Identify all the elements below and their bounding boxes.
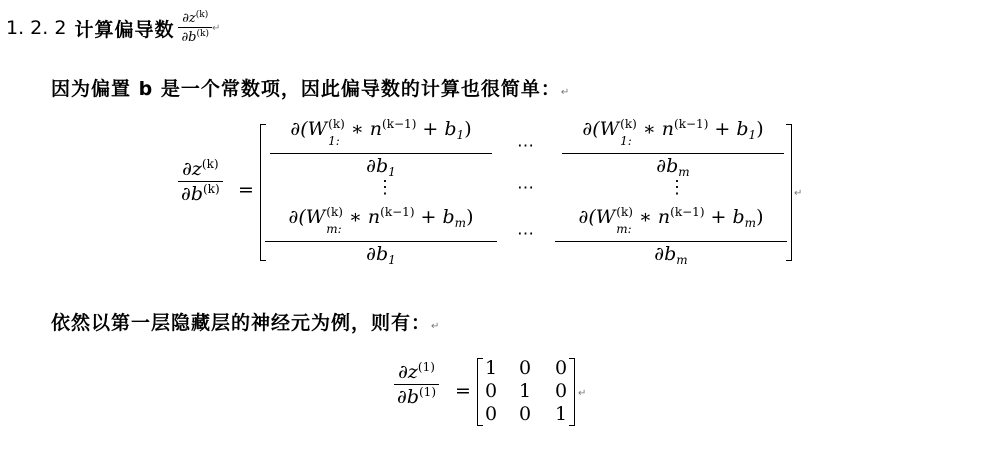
eq1-cell-r3c1: ∂(W (k) m: ∗ $n^{(k-1)} + b_m$) $\partial b_1$ xyxy=(265,208,497,264)
eq2-equals: = xyxy=(455,380,471,402)
eq1-vdots-c1: ⋮ xyxy=(376,177,394,198)
matrix-cell-r2c2: 1 xyxy=(519,380,532,402)
matrix-cell-r3c2: 0 xyxy=(519,403,532,425)
matrix-cell-r1c3: 0 xyxy=(555,357,568,379)
eq1-cell-r1c3: ∂(W (k) 1: ∗ $n^{(k-1)} + b_1$) $\partial b_m$ xyxy=(562,120,784,176)
matrix-cell-r1c1: 1 xyxy=(485,357,498,379)
eq1-cell-r1c1: ∂(W (k) 1: ∗ $n^{(k-1)} + b_1$) $\partial b_1$ xyxy=(270,120,492,176)
heading-fraction: $\frac{\partial z^{(k)}}{\partial b^{(k)}}$ xyxy=(178,12,212,44)
eq2-lhs-fraction: $\partial z^{(1)}$ $\partial b^{(1)}$ xyxy=(394,363,439,407)
eq1-cell-r3c3: ∂(W (k) m: ∗ $n^{(k-1)} + b_m$) $\partial b_m$ xyxy=(555,208,787,264)
eq1-hdots-r2: ⋯ xyxy=(517,178,534,198)
matrix-cell-r2c3: 0 xyxy=(555,380,568,402)
matrix-cell-r1c2: 0 xyxy=(519,357,532,379)
section-heading xyxy=(6,8,220,48)
return-mark: ↵ xyxy=(578,388,587,399)
eq1-hdots-r1: ⋯ xyxy=(517,136,534,156)
paragraph-first-hidden-layer: 依然以第一层隐藏层的神经元为例，则有：↵ xyxy=(51,312,441,334)
section-number: 1. 2. 2 xyxy=(6,17,67,39)
eq1-equals: = xyxy=(238,179,254,201)
return-mark: ↵ xyxy=(431,321,441,332)
return-mark: ↵ xyxy=(211,22,221,34)
eq1-lhs-fraction: $\partial z^{(k)}$ $\partial b^{(k)}$ xyxy=(178,160,223,204)
eq1-vdots-c3: ⋮ xyxy=(668,177,686,198)
eq1-hdots-r3: ⋯ xyxy=(517,224,534,244)
return-mark: ↵ xyxy=(560,87,571,98)
return-mark: ↵ xyxy=(794,188,803,199)
eq2-right-bracket xyxy=(569,358,575,426)
eq1-right-bracket xyxy=(786,124,792,261)
eq1-left-bracket xyxy=(260,124,266,261)
paragraph-bias-intro: 因为偏置 b 是一个常数项，因此偏导数的计算也很简单：↵ xyxy=(51,78,571,100)
matrix-cell-r2c1: 0 xyxy=(485,380,498,402)
matrix-cell-r3c1: 0 xyxy=(485,403,498,425)
section-title: 计算偏导数 xyxy=(74,18,175,41)
eq2-left-bracket xyxy=(477,358,483,426)
matrix-cell-r3c3: 1 xyxy=(555,403,568,425)
